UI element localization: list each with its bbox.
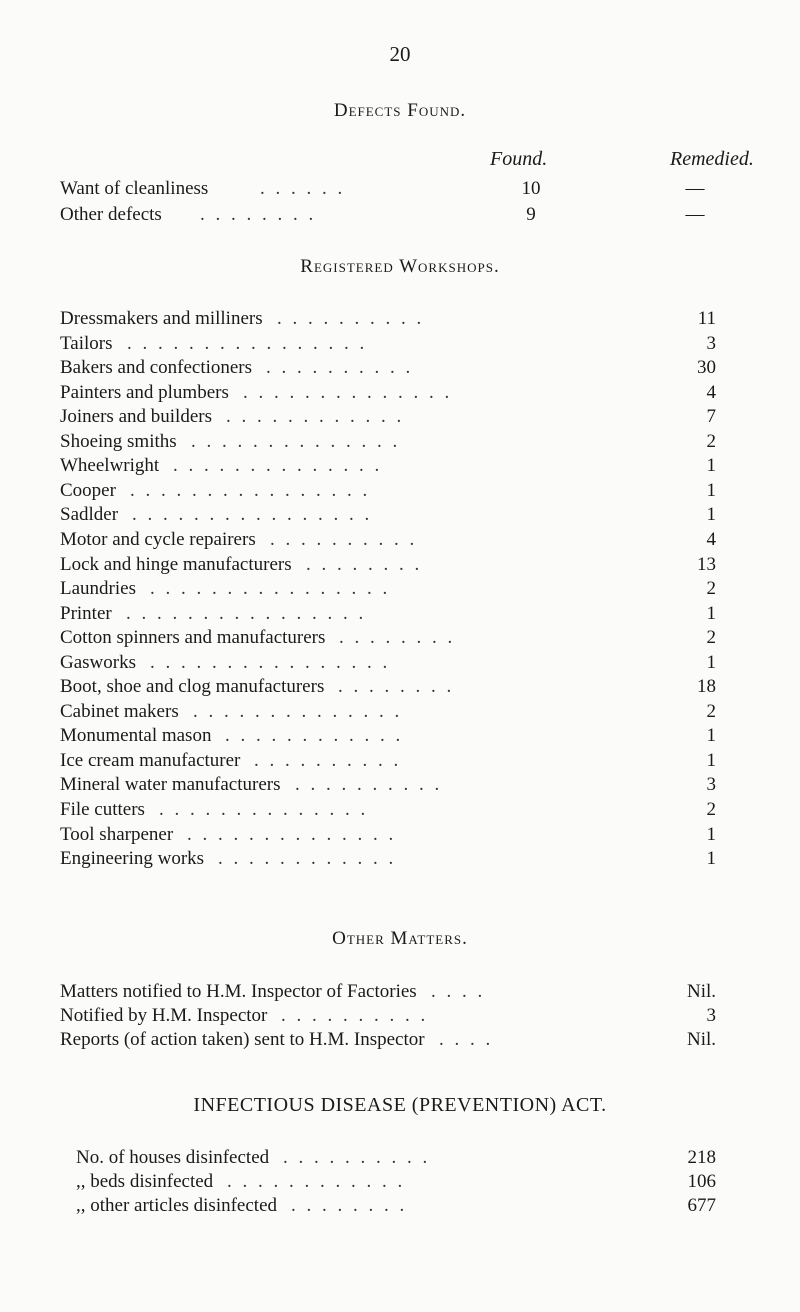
remedied-value: — — [685, 204, 705, 225]
workshop-row-label: Dressmakers and milliners — [60, 308, 263, 329]
workshop-row-label: Ice cream manufacturer — [60, 749, 241, 771]
workshop-row-value: 1 — [706, 848, 716, 870]
workshop-row — [60, 382, 716, 409]
leader-dots: . . . . . . . . . . . . . . — [173, 455, 383, 477]
leader-dots: . . . . . . . . . . . . . . . . — [150, 578, 391, 600]
leader-dots: . . . . — [431, 981, 486, 1002]
workshop-row-value: 1 — [706, 455, 716, 477]
leader-dots: . . . . . . . . . . . . . . . . — [126, 602, 367, 624]
leader-dots: . . . . . . . . . . — [295, 774, 443, 796]
workshop-row-label: Bakers and confectioners — [60, 357, 253, 379]
leader-dots: . . . . . . . . . . — [281, 1005, 429, 1026]
workshop-row — [60, 357, 716, 384]
workshop-row-value: 2 — [706, 578, 716, 600]
infectious-row-label: No. of houses disinfected — [76, 1147, 270, 1168]
other-matter-row-value: Nil. — [686, 1029, 716, 1050]
leader-dots: . . . . . . — [260, 178, 346, 199]
other-matter-row-value: 3 — [706, 1005, 716, 1026]
other-matter-row-label: Notified by H.M. Inspector — [60, 1005, 268, 1026]
workshop-row-value: 2 — [706, 627, 716, 649]
workshop-row-value: 2 — [706, 799, 716, 820]
other-matter-row — [60, 981, 716, 1008]
workshop-row-label: Printer — [60, 602, 112, 624]
defect-label: Want of cleanliness — [60, 178, 209, 199]
leader-dots: . . . . . . . . . . . . — [226, 406, 405, 428]
workshop-row — [60, 480, 716, 507]
workshop-row-value: 11 — [697, 308, 716, 329]
leader-dots: . . . . — [439, 1029, 494, 1050]
workshop-row-value: 18 — [697, 676, 716, 698]
infectious-row-label: ,, beds disinfected — [76, 1171, 214, 1192]
workshop-row-value: 2 — [706, 700, 716, 722]
workshop-row — [60, 603, 716, 630]
leader-dots: . . . . . . . . — [339, 627, 456, 649]
workshop-row-value: 1 — [706, 749, 716, 771]
other-matter-row-label: Reports (of action taken) sent to H.M. Inspector — [60, 1029, 425, 1050]
leader-dots: . . . . . . . . . . . . . . — [193, 700, 403, 722]
workshop-row — [60, 578, 716, 605]
remedied-column-header: Remedied. — [670, 148, 754, 170]
workshop-row-value: 1 — [706, 651, 716, 673]
workshop-row-value: 2 — [706, 430, 716, 452]
workshop-row-label: Gasworks — [60, 651, 136, 673]
workshop-row-value: 1 — [706, 602, 716, 624]
workshops-heading: Registered Workshops. — [300, 256, 500, 277]
defect-label: Other defects — [60, 204, 162, 225]
workshop-row-value: 1 — [706, 504, 716, 526]
leader-dots: . . . . . . . . — [338, 676, 455, 698]
leader-dots: . . . . . . . . . . . . — [227, 1171, 406, 1192]
leader-dots: . . . . . . . . — [291, 1195, 408, 1216]
workshop-row — [60, 701, 716, 728]
leader-dots: . . . . . . . . . . . . — [218, 848, 397, 870]
workshop-row-label: Engineering works — [60, 848, 205, 870]
workshop-row — [60, 627, 716, 654]
workshop-row-label: Cabinet makers — [60, 700, 179, 722]
workshop-row-label: Tool sharpener — [60, 823, 174, 845]
workshop-row-label: Lock and hinge manufacturers — [60, 553, 292, 575]
infectious-row-label: ,, other articles disinfected — [76, 1195, 278, 1216]
workshop-row-value: 4 — [706, 528, 716, 550]
infectious-row-value: 218 — [687, 1147, 716, 1168]
workshop-row — [60, 725, 716, 752]
workshop-row-value: 30 — [697, 357, 716, 379]
other-matter-row — [60, 1005, 716, 1032]
workshop-row-label: Boot, shoe and clog manufacturers — [60, 676, 325, 698]
workshop-row — [60, 406, 716, 433]
defect-row — [60, 204, 716, 231]
workshop-row-value: 3 — [706, 774, 716, 796]
workshop-row-label: Painters and plumbers — [60, 381, 229, 403]
workshop-row-label: Cotton spinners and manufacturers — [60, 627, 326, 649]
found-value: 10 — [521, 178, 541, 199]
leader-dots: . . . . . . . . — [306, 553, 423, 575]
workshop-row-value: 1 — [706, 823, 716, 845]
workshop-row — [60, 652, 716, 679]
defect-row — [60, 178, 716, 205]
leader-dots: . . . . . . . . . . . . . . — [243, 381, 453, 403]
workshop-row-label: Laundries — [60, 578, 136, 600]
workshop-row — [60, 333, 716, 360]
workshop-row-value: 4 — [706, 381, 716, 403]
workshop-row-value: 7 — [706, 406, 716, 428]
page-number: 20 — [389, 42, 411, 66]
infectious-row — [60, 1147, 716, 1174]
leader-dots: . . . . . . . . . . — [254, 749, 402, 771]
workshop-row-label: Joiners and builders — [60, 406, 212, 428]
workshop-row-label: Motor and cycle repairers — [60, 528, 256, 550]
workshop-row-label: Mineral water manufacturers — [60, 774, 281, 796]
leader-dots: . . . . . . . . — [200, 204, 317, 225]
other-matters-heading: Other Matters. — [332, 928, 468, 949]
workshop-row — [60, 431, 716, 458]
workshop-row-label: File cutters — [60, 799, 145, 820]
defects-heading: Defects Found. — [333, 100, 467, 121]
infectious-row — [60, 1195, 716, 1222]
workshop-row — [60, 799, 716, 826]
infectious-row-value: 677 — [687, 1195, 716, 1216]
workshop-row — [60, 824, 716, 851]
infectious-disease-heading: INFECTIOUS DISEASE (PREVENTION) ACT. — [193, 1094, 607, 1116]
other-matter-row — [60, 1029, 716, 1056]
workshop-row-label: Monumental mason — [60, 725, 212, 747]
remedied-value: — — [685, 178, 705, 199]
found-column-header: Found. — [490, 148, 548, 170]
leader-dots: . . . . . . . . . . . . . . — [187, 823, 397, 845]
workshop-row-label: Tailors — [60, 332, 113, 354]
workshop-row-label: Sadlder — [60, 504, 119, 526]
workshop-row-value: 13 — [697, 553, 716, 575]
workshop-row — [60, 308, 716, 335]
leader-dots: . . . . . . . . . . — [277, 308, 425, 329]
leader-dots: . . . . . . . . . . . . . . — [191, 430, 401, 452]
leader-dots: . . . . . . . . . . . . . . . . — [130, 479, 371, 501]
other-matter-row-label: Matters notified to H.M. Inspector of Factories — [60, 981, 417, 1002]
leader-dots: . . . . . . . . . . — [266, 357, 414, 379]
leader-dots: . . . . . . . . . . — [270, 528, 418, 550]
infectious-row-value: 106 — [687, 1171, 716, 1192]
found-value: 9 — [526, 204, 536, 225]
workshop-row — [60, 554, 716, 581]
workshop-row — [60, 529, 716, 556]
leader-dots: . . . . . . . . . . . . — [225, 725, 404, 747]
workshop-row — [60, 774, 716, 801]
leader-dots: . . . . . . . . . . . . . . . . — [132, 504, 373, 526]
workshop-row — [60, 750, 716, 777]
workshop-row-label: Cooper — [60, 479, 116, 501]
leader-dots: . . . . . . . . . . — [283, 1147, 431, 1168]
workshop-row — [60, 455, 716, 482]
workshop-row — [60, 848, 716, 875]
infectious-row — [60, 1171, 716, 1198]
workshop-row-value: 1 — [706, 725, 716, 747]
leader-dots: . . . . . . . . . . . . . . . . — [150, 651, 391, 673]
workshop-row-label: Wheelwright — [60, 455, 160, 477]
leader-dots: . . . . . . . . . . . . . . . . — [127, 332, 368, 354]
workshop-row — [60, 504, 716, 531]
workshop-row-value: 1 — [706, 479, 716, 501]
other-matter-row-value: Nil. — [686, 981, 716, 1002]
leader-dots: . . . . . . . . . . . . . . — [159, 799, 369, 820]
workshop-row-value: 3 — [706, 332, 716, 354]
workshop-row-label: Shoeing smiths — [60, 430, 177, 452]
workshop-row — [60, 676, 716, 703]
